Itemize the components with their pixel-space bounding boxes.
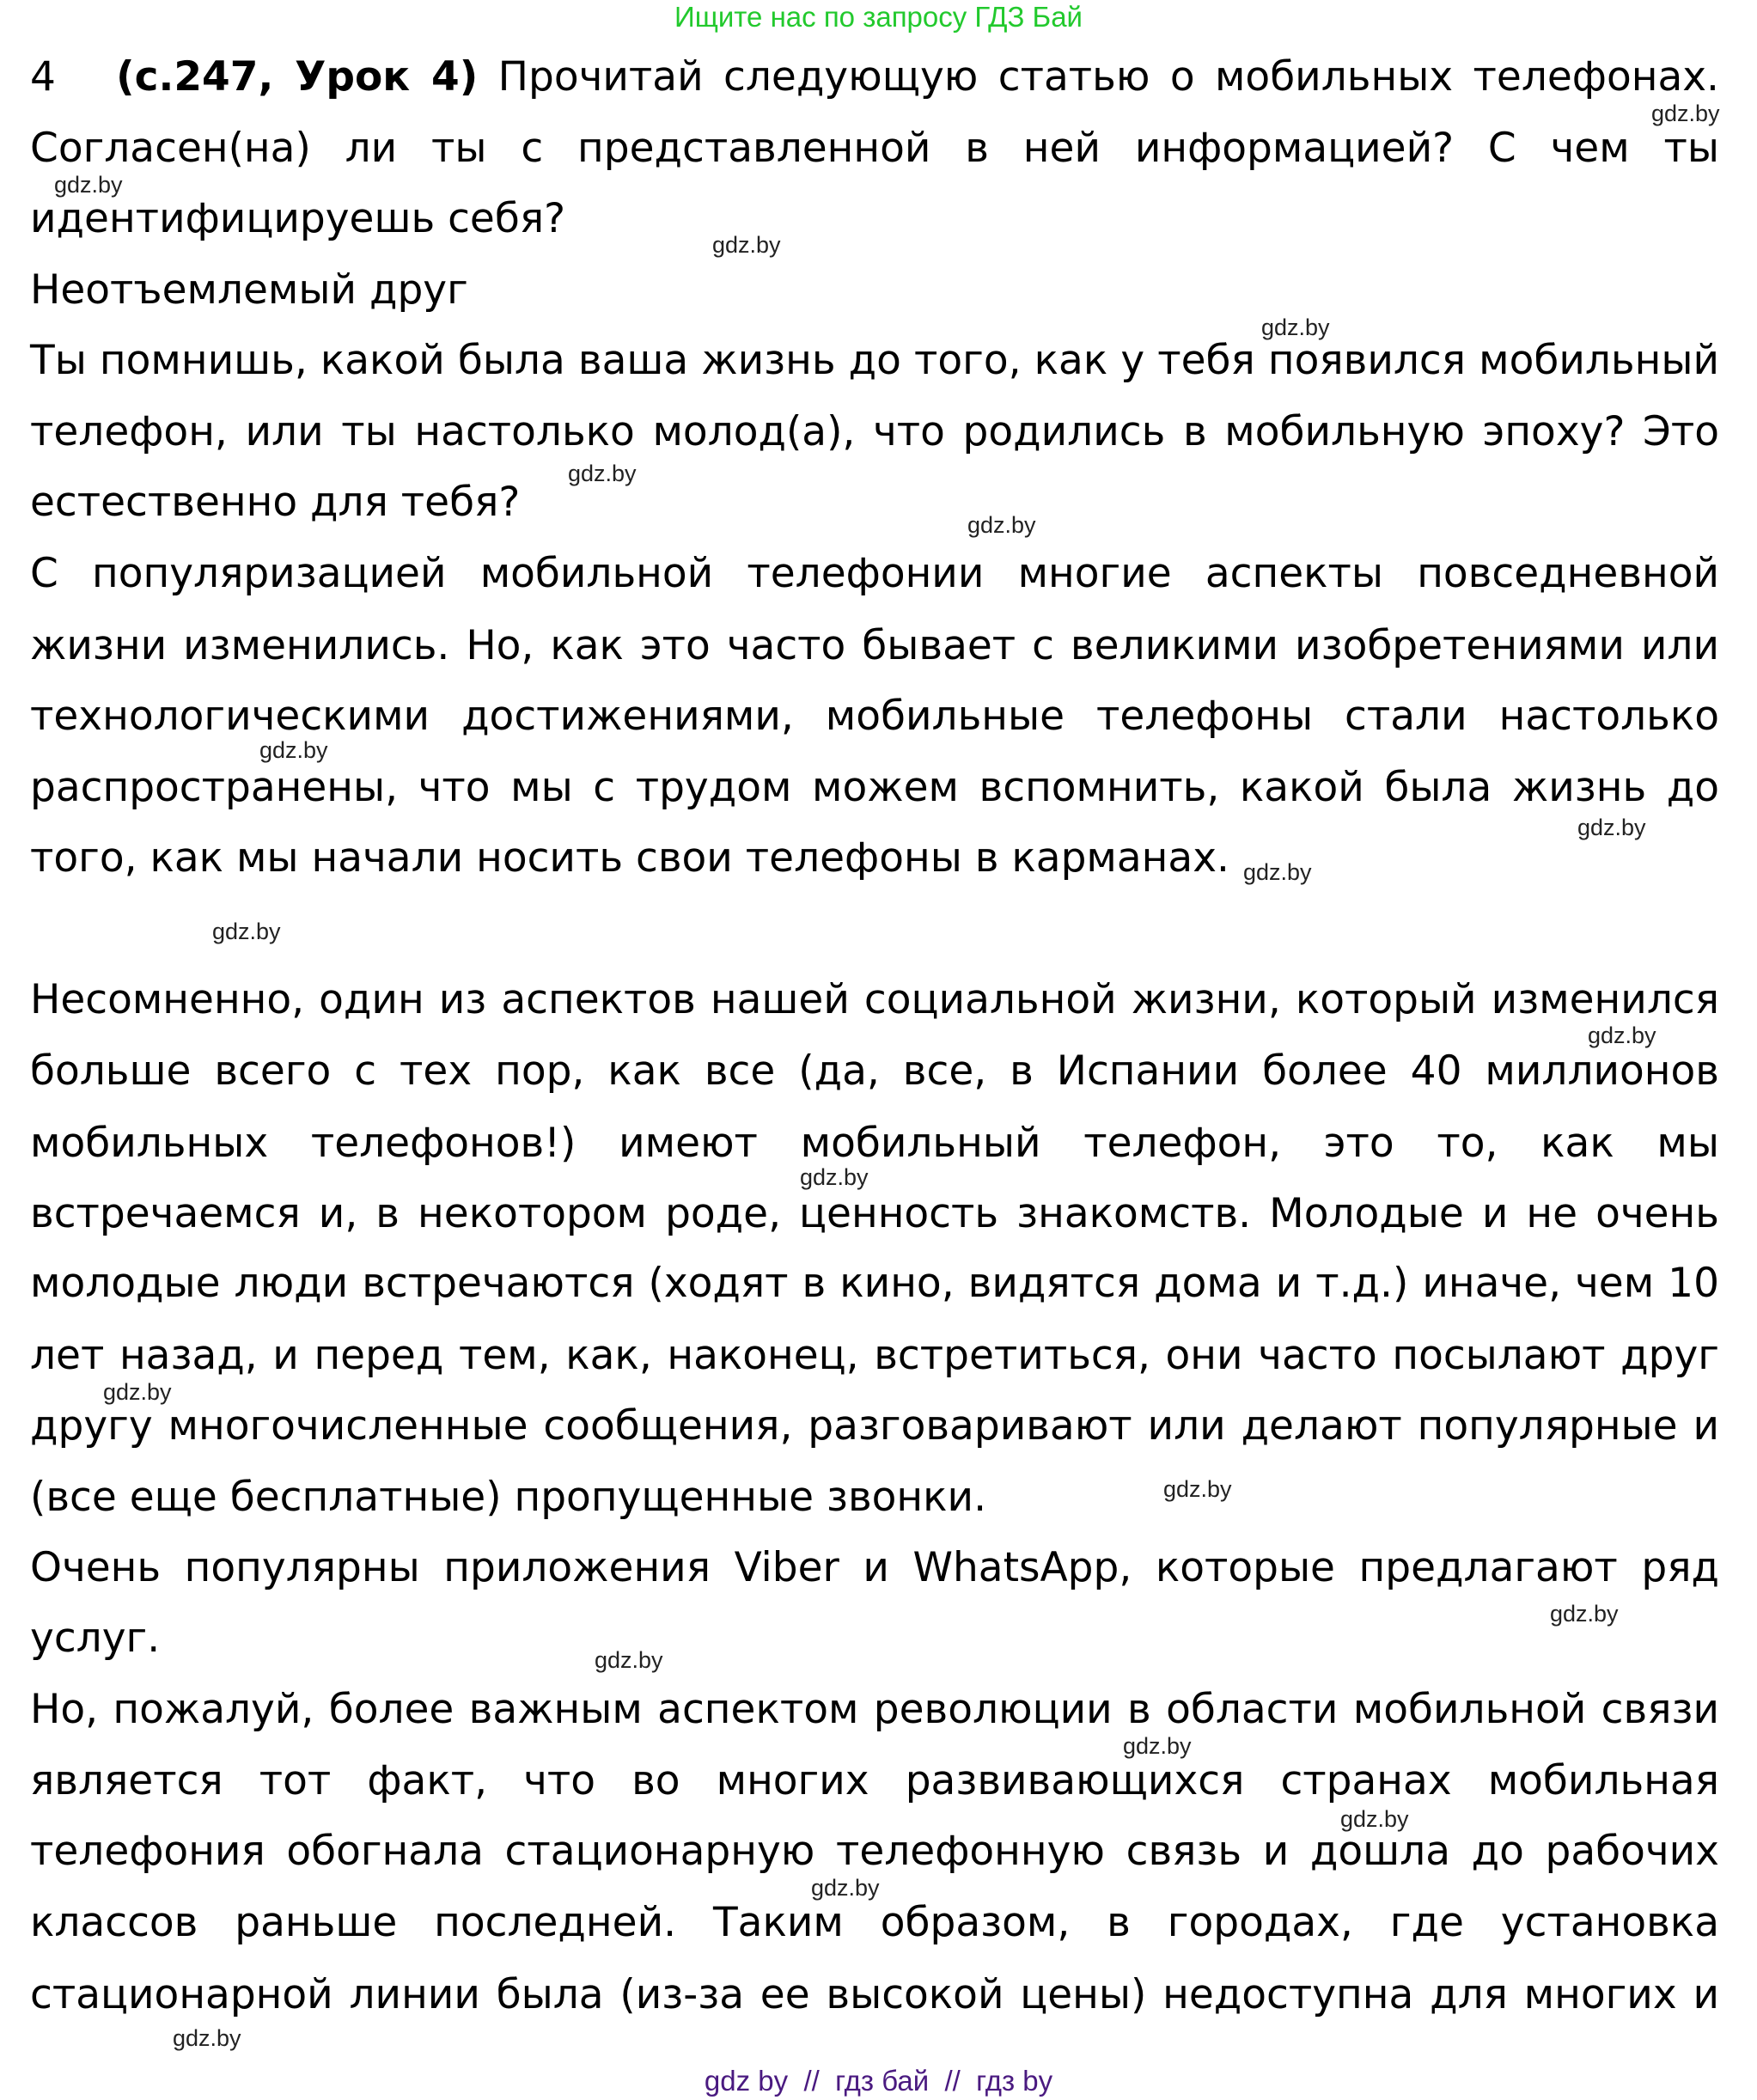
- watermark: gdz.by: [1123, 1733, 1192, 1759]
- text-line: естественно для тебя?: [30, 479, 521, 526]
- task-number: 4: [30, 53, 56, 101]
- watermark: gdz.by: [967, 512, 1036, 538]
- text-line: стационарной линии была (из-за ее высокой цены) недоступна для многих и: [30, 1971, 1719, 2018]
- text-line: телефон, или ты настолько молод(а), что родились в мобильную эпоху? Это: [30, 408, 1719, 455]
- text-line: телефония обогнала стационарную телефонную связь и дошла до рабочих: [30, 1828, 1719, 1875]
- watermark: gdz.by: [811, 1875, 880, 1901]
- text-line: лет назад, и перед тем, как, наконец, встретиться, они часто посылают друг: [30, 1332, 1719, 1379]
- text-line: классов раньше последней. Таким образом, в городах, где установка: [30, 1899, 1719, 1946]
- watermark: gdz.by: [1340, 1806, 1409, 1832]
- text-line: мобильных телефонов!) имеют мобильный телефон, это то, как мы: [30, 1120, 1719, 1167]
- watermark: gdz.by: [1243, 859, 1312, 885]
- watermark: gdz.by: [173, 2025, 241, 2051]
- watermark: gdz.by: [1588, 1023, 1656, 1048]
- text-line: Согласен(на) ли ты с представленной в ней информацией? С чем ты: [30, 125, 1719, 172]
- text-line: Несомненно, один из аспектов нашей социальной жизни, который изменился: [30, 976, 1719, 1023]
- watermark: gdz.by: [1577, 815, 1646, 840]
- text-line: (все еще бесплатные) пропущенные звонки.: [30, 1474, 987, 1521]
- text-line: услуг.: [30, 1615, 161, 1662]
- text-line: того, как мы начали носить свои телефоны в карманах.: [30, 834, 1229, 882]
- watermark: gdz.by: [568, 461, 637, 486]
- task-heading-line: [30, 51, 1719, 104]
- text-line: больше всего с тех пор, как все (да, все, в Испании более 40 миллионов: [30, 1047, 1719, 1095]
- text-line: распространены, что мы с трудом можем вспомнить, какой была жизнь до: [30, 764, 1719, 811]
- watermark: gdz.by: [712, 232, 781, 258]
- watermark: gdz.by: [212, 919, 281, 944]
- text-line: жизни изменились. Но, как это часто бывает с великими изобретениями или: [30, 622, 1719, 669]
- text-line: Но, пожалуй, более важным аспектом революции в области мобильной связи: [30, 1686, 1719, 1733]
- text-line: С популяризацией мобильной телефонии многие аспекты повседневной: [30, 550, 1719, 597]
- text-line: Прочитай следующую статью о мобильных телефонах.: [497, 53, 1719, 101]
- watermark: gdz.by: [259, 737, 328, 763]
- watermark: gdz.by: [1550, 1601, 1619, 1627]
- watermark: gdz.by: [54, 172, 123, 198]
- watermark: gdz.by: [1163, 1476, 1232, 1502]
- text-line: Ты помнишь, какой была ваша жизнь до того, как у тебя появился мобильный: [30, 337, 1719, 384]
- footer-sites: gdz by // гдз бай // гдз by: [704, 2065, 1053, 2097]
- task-reference: (с.247, Урок 4): [116, 53, 479, 101]
- text-line: Очень популярны приложения Viber и WhatsApp, которые предлагают ряд: [30, 1544, 1719, 1591]
- watermark: gdz.by: [1651, 101, 1720, 126]
- text-line: встречаемся и, в некотором роде, ценность знакомств. Молодые и не очень: [30, 1190, 1719, 1237]
- watermark: gdz.by: [103, 1379, 172, 1405]
- watermark: gdz.by: [800, 1164, 869, 1190]
- text-line: молодые люди встречаются (ходят в кино, видятся дома и т.д.) иначе, чем 10: [30, 1260, 1719, 1307]
- search-banner: Ищите нас по запросу ГДЗ Бай: [674, 1, 1083, 33]
- watermark: gdz.by: [1261, 314, 1330, 340]
- article-title: Неотъемлемый друг: [30, 266, 468, 314]
- text-line: другу многочисленные сообщения, разговаривают или делают популярные и: [30, 1402, 1719, 1450]
- text-line: идентифицируешь себя?: [30, 195, 566, 242]
- text-line: технологическими достижениями, мобильные телефоны стали настолько: [30, 693, 1719, 740]
- text-line: является тот факт, что во многих развивающихся странах мобильная: [30, 1757, 1719, 1804]
- watermark: gdz.by: [595, 1647, 663, 1673]
